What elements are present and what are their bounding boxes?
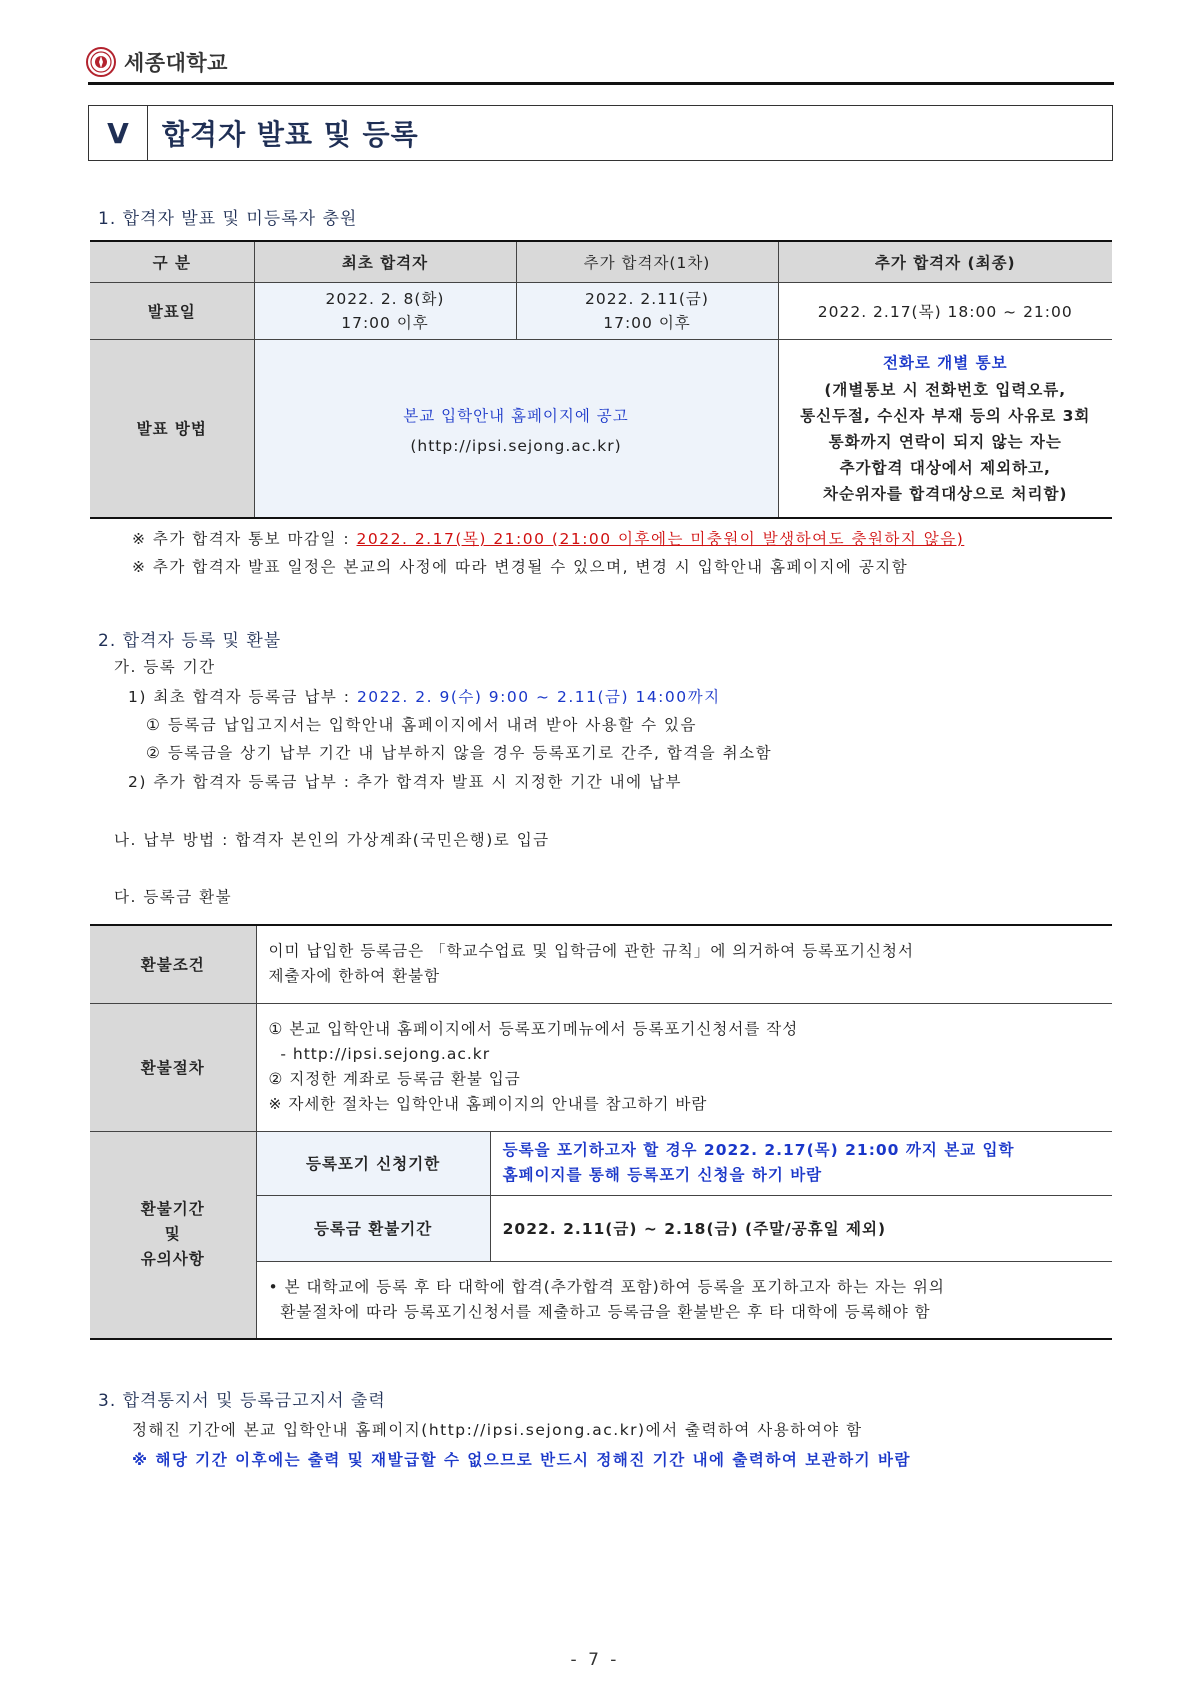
row-label-announce-method: 발표 방법 xyxy=(90,340,254,518)
refund-condition: 이미 납입한 등록금은 「학교수업료 및 입학금에 관한 규칙」에 의거하여 등록포기신청서 제출자에 한하여 환불함 xyxy=(256,925,1112,1003)
additional-payment-line: 2) 추가 합격자 등록금 납부 : 추가 합격자 발표 시 지정한 기간 내에 납부 xyxy=(128,773,682,791)
print-warning: ※ 해당 기간 이후에는 출력 및 재발급할 수 없으므로 반드시 정해진 기간 내에 출력하여 보관하기 바람 xyxy=(132,1451,911,1469)
payment-note-2: ② 등록금을 상기 납부 기간 내 납부하지 않을 경우 등록포기로 간주, 합격을 취소함 xyxy=(146,744,773,762)
row-label-refund-condition: 환불조건 xyxy=(90,925,256,1003)
chapter-title: 합격자 발표 및 등록 xyxy=(162,118,419,151)
note-deadline: ※ 추가 합격자 통보 마감일 : 2022. 2.17(목) 21:00 (21:00 이후에는 미충원이 발생하여도 충원하지 않음) xyxy=(132,530,965,548)
refund-period-value: 2022. 2.11(금) ~ 2.18(금) (주말/공휴일 제외) xyxy=(490,1195,1112,1261)
row-label-refund-period: 환불기간 및 유의사항 xyxy=(90,1131,256,1339)
refund-notice: • 본 대학교에 등록 후 타 대학에 합격(추가합격 포함)하여 등록을 포기하고자 하는 자는 위의 환불절차에 따라 등록포기신청서를 제출하고 등록금을 환불받은 후 타 대학에 등록해야 함 xyxy=(256,1261,1112,1339)
page-header xyxy=(86,44,228,80)
registration-period-title: 가. 등록 기간 xyxy=(114,658,216,676)
announcement-table xyxy=(90,240,1112,519)
final-announce-date: 2022. 2.17(목) 18:00 ~ 21:00 xyxy=(778,283,1112,340)
refund-procedure: ① 본교 입학안내 홈페이지에서 등록포기메뉴에서 등록포기신청서를 작성 - http://ipsi.sejong.ac.kr ② 지정한 계좌로 등록금 환불 입금 ※ 자세한 절차는 입학안내 홈페이지의 안내를 참고하기 바람 xyxy=(256,1003,1112,1131)
payment-note-1: ① 등록금 납입고지서는 입학안내 홈페이지에서 내려 받아 사용할 수 있음 xyxy=(146,716,697,734)
withdraw-deadline: 등록을 포기하고자 할 경우 2022. 2.17(목) 21:00 까지 본교 입학 홈페이지를 통해 등록포기 신청을 하기 바람 xyxy=(490,1131,1112,1195)
payment-method-line: 나. 납부 방법 : 합격자 본인의 가상계좌(국민은행)로 입금 xyxy=(114,831,550,849)
section2-title: 2. 합격자 등록 및 환불 xyxy=(98,631,282,651)
note-schedule-change: ※ 추가 합격자 발표 일정은 본교의 사정에 따라 변경될 수 있으며, 변경 시 입학안내 홈페이지에 공지함 xyxy=(132,558,909,576)
header-rule xyxy=(88,82,1114,85)
page-number: - 7 - xyxy=(570,1650,620,1670)
section1-title: 1. 합격자 발표 및 미등록자 충원 xyxy=(98,209,358,229)
web-announce-method: 본교 입학안내 홈페이지에 공고 (http://ipsi.sejong.ac.kr) xyxy=(254,340,778,518)
chapter-title-box xyxy=(88,105,1113,161)
deadline-highlight: 2022. 2.17(목) 21:00 (21:00 이후에는 미충원이 발생하여도 충원하지 않음) xyxy=(356,530,965,548)
withdraw-deadline-label: 등록포기 신청기한 xyxy=(256,1131,490,1195)
refund-period-label: 등록금 환불기간 xyxy=(256,1195,490,1261)
table-header-final: 추가 합격자 (최종) xyxy=(778,241,1112,283)
university-name: 세종대학교 xyxy=(124,51,228,75)
first-payment-period: 2022. 2. 9(수) 9:00 ~ 2.11(금) 14:00까지 xyxy=(356,688,721,706)
print-instruction: 정해진 기간에 본교 입학안내 홈페이지(http://ipsi.sejong.ac.kr)에서 출력하여 사용하여야 함 xyxy=(132,1421,863,1439)
table-header-add1: 추가 합격자(1차) xyxy=(516,241,778,283)
row-label-announce-date: 발표일 xyxy=(90,283,254,340)
refund-title: 다. 등록금 환불 xyxy=(114,888,233,906)
table-header-first: 최초 합격자 xyxy=(254,241,516,283)
section3-title: 3. 합격통지서 및 등록금고지서 출력 xyxy=(98,1391,386,1411)
table-header-category: 구 분 xyxy=(90,241,254,283)
final-announce-method: 전화로 개별 통보 (개별통보 시 전화번호 입력오류, 통신두절, 수신자 부재 등의 사유로 3회 통화까지 연락이 되지 않는 자는 추가합격 대상에서 제외하고, 차순위자를 합격대상으로 처리함) xyxy=(778,340,1112,518)
row-label-refund-procedure: 환불절차 xyxy=(90,1003,256,1131)
first-payment-line: 1) 최초 합격자 등록금 납부 : 2022. 2. 9(수) 9:00 ~ 2.11(금) 14:00까지 xyxy=(128,688,721,706)
university-seal-icon xyxy=(86,47,116,77)
refund-table xyxy=(90,924,1112,1340)
chapter-number: Ⅴ xyxy=(89,106,148,160)
add1-announce-date: 2022. 2.11(금) 17:00 이후 xyxy=(516,283,778,340)
first-announce-date: 2022. 2. 8(화) 17:00 이후 xyxy=(254,283,516,340)
